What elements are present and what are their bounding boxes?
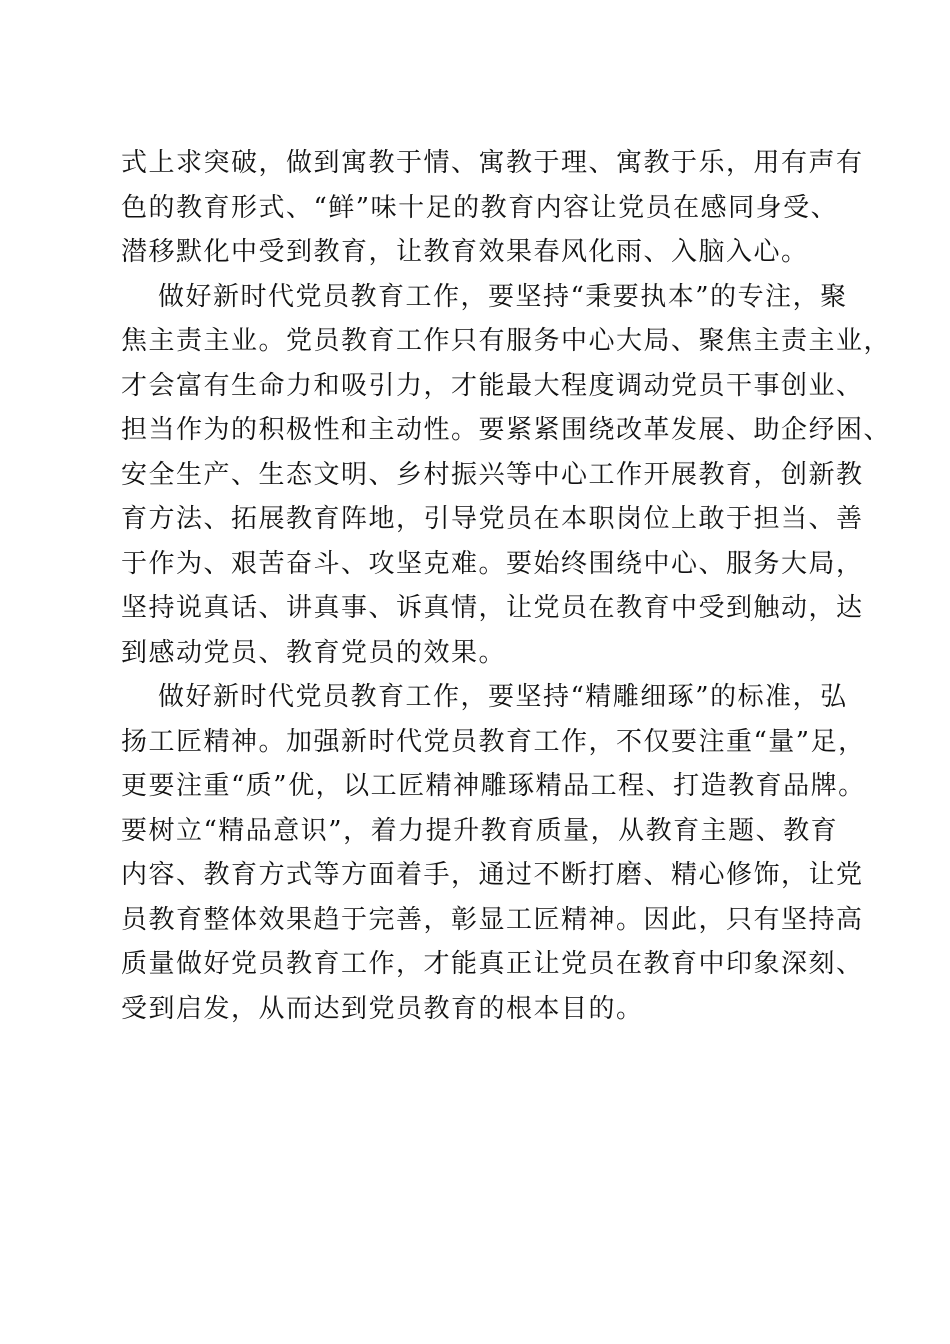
paragraph-2-line-5: 安全生产、生态文明、乡村振兴等中心工作开展教育，创新教 <box>121 459 864 490</box>
paragraph-2-line-6: 育方法、拓展教育阵地，引导党员在本职岗位上敢于担当、善 <box>121 504 864 534</box>
paragraph-3-line-8: 受到启发，从而达到党员教育的根本目的。 <box>121 993 644 1024</box>
paragraph-2-line-4: 担当作为的积极性和主动性。要紧紧围绕改革发展、助企纾困、 <box>121 415 892 445</box>
paragraph-2-line-1: 做好新时代党员教育工作，要坚持“秉要执本”的专注，聚 <box>158 281 848 312</box>
paragraph-3-line-4: 要树立“精品意识”，着力提升教育质量，从教育主题、教育 <box>121 815 839 846</box>
paragraph-1-line-3: 潜移默化中受到教育，让教育效果春风化雨、入脑入心。 <box>121 237 809 267</box>
paragraph-3-line-7: 质量做好党员教育工作，才能真正让党员在教育中印象深刻、 <box>121 949 864 979</box>
paragraph-3-line-5: 内容、教育方式等方面着手，通过不断打磨、精心修饰，让党 <box>121 860 864 890</box>
paragraph-3-line-6: 员教育整体效果趋于完善，彰显工匠精神。因此，只有坚持高 <box>121 904 864 935</box>
paragraph-2-line-8: 坚持说真话、讲真事、诉真情，让党员在教育中受到触动，达 <box>121 593 864 623</box>
document-body <box>121 141 892 1031</box>
paragraph-1-line-2: 色的教育形式、“鲜”味十足的教育内容让党员在感同身受、 <box>121 192 839 223</box>
paragraph-2-line-7: 于作为、艰苦奋斗、攻坚克难。要始终围绕中心、服务大局， <box>121 548 864 579</box>
paragraph-2-line-3: 才会富有生命力和吸引力，才能最大程度调动党员干事创业、 <box>121 370 864 401</box>
paragraph-1-line-1: 式上求突破，做到寓教于情、寓教于理、寓教于乐，用有声有 <box>121 148 864 178</box>
paragraph-3-line-1: 做好新时代党员教育工作，要坚持“精雕细琢”的标准，弘 <box>158 682 848 712</box>
paragraph-2-line-2: 焦主责主业。党员教育工作只有服务中心大局、聚焦主责主业， <box>121 326 892 356</box>
paragraph-3-line-3: 更要注重“质”优，以工匠精神雕琢精品工程、打造教育品牌。 <box>121 771 866 801</box>
paragraph-2-line-9: 到感动党员、教育党员的效果。 <box>121 637 507 668</box>
paragraph-3-line-2: 扬工匠精神。加强新时代党员教育工作，不仅要注重“量”足， <box>121 726 866 757</box>
